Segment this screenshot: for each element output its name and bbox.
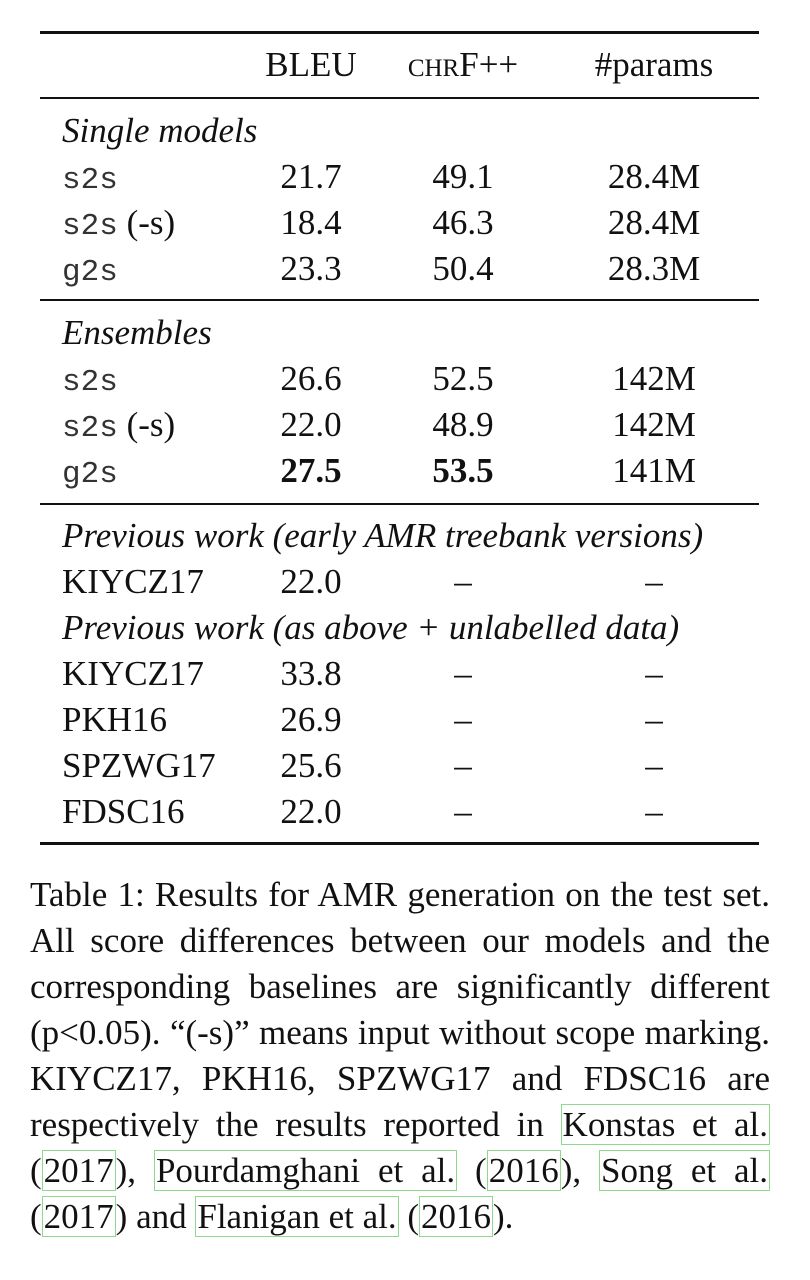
- row-bleu: 22.0: [280, 562, 342, 601]
- caption-text: Table 1: Results for AMR generation on the test set. All score differences between our models and the corresponding baselines are significantly different (p<0.05). “(-s)” means input without scope marking. KIYCZ17, PKH16, SPZWG17 and FDSC16 are respectively the results reported in: [30, 875, 770, 1144]
- row-params: 142M: [612, 405, 696, 444]
- citation-link[interactable]: Konstas et al.: [562, 1105, 768, 1144]
- row-chrf: –: [454, 792, 472, 831]
- caption-and: and: [127, 1197, 196, 1236]
- row-model: s2s (-s): [62, 405, 176, 446]
- row-bleu: 22.0: [280, 405, 342, 444]
- row-chrf: –: [454, 746, 472, 785]
- row-chrf: –: [454, 562, 472, 601]
- row-chrf: 48.9: [432, 405, 494, 444]
- header-rule: [40, 97, 759, 99]
- row-bleu: 33.8: [280, 654, 342, 693]
- section-title-single: Single models: [62, 111, 258, 150]
- citation-year-link[interactable]: 2016: [488, 1151, 559, 1190]
- header-params: #params: [594, 45, 714, 84]
- row-model: s2s (-s): [62, 203, 176, 244]
- row-chrf: –: [454, 654, 472, 693]
- row-params: 28.4M: [607, 203, 701, 242]
- row-params: 28.3M: [607, 249, 701, 288]
- row-chrf: –: [454, 700, 472, 739]
- row-model: KIYCZ17: [62, 654, 204, 693]
- row-chrf: 50.4: [432, 249, 494, 288]
- row-chrf-best: 53.5: [432, 451, 494, 490]
- row-params: 28.4M: [607, 157, 701, 196]
- citation-link[interactable]: Song et al.: [600, 1151, 768, 1190]
- citation-year-link[interactable]: 2017: [43, 1151, 114, 1190]
- row-params: –: [645, 562, 663, 601]
- row-model: g2s: [62, 255, 118, 290]
- row-params: –: [645, 792, 663, 831]
- row-bleu: 26.6: [280, 359, 342, 398]
- section-title-prev-unlabelled: Previous work (as above + unlabelled data): [62, 608, 680, 647]
- row-bleu: 25.6: [280, 746, 342, 785]
- row-bleu: 23.3: [280, 249, 342, 288]
- table-caption: Table 1: Results for AMR generation on the test set. All score differences between our models and the corresponding baselines are significantly different (p<0.05). “(-s)” means input without scope marking. KIYCZ17, PKH16, SPZWG17 and FDSC16 are respectively the results reported in Konstas et al. (2017), Pourdamghani et al. (2016), Song et al. (2017) and Flanigan et al. (2016).: [30, 875, 770, 1236]
- citation-year-link[interactable]: 2017: [43, 1197, 114, 1236]
- row-model: s2s: [62, 163, 118, 198]
- header-bleu: BLEU: [265, 45, 357, 84]
- row-model: g2s: [62, 457, 118, 492]
- row-chrf: 52.5: [432, 359, 494, 398]
- row-params: 141M: [612, 451, 696, 490]
- section-rule-1: [40, 299, 759, 301]
- row-params: –: [645, 700, 663, 739]
- row-bleu: 26.9: [280, 700, 342, 739]
- table-top-rule: [40, 31, 759, 34]
- row-bleu: 22.0: [280, 792, 342, 831]
- table-bottom-rule: [40, 842, 759, 845]
- row-params: –: [645, 746, 663, 785]
- citation-link[interactable]: Pourdamghani et al.: [155, 1151, 456, 1190]
- row-chrf: 46.3: [432, 203, 494, 242]
- citation-link[interactable]: Flanigan et al.: [197, 1197, 397, 1236]
- row-model: FDSC16: [62, 792, 185, 831]
- row-bleu: 21.7: [280, 157, 342, 196]
- row-model: PKH16: [62, 700, 168, 739]
- section-title-ensembles: Ensembles: [62, 313, 212, 352]
- row-params: –: [645, 654, 663, 693]
- row-model: s2s: [62, 365, 118, 400]
- header-chrf: chrF++: [407, 45, 519, 84]
- row-model: KIYCZ17: [62, 562, 204, 601]
- row-chrf: 49.1: [432, 157, 494, 196]
- citation-year-link[interactable]: 2016: [421, 1197, 492, 1236]
- row-bleu-best: 27.5: [280, 451, 342, 490]
- row-params: 142M: [612, 359, 696, 398]
- section-title-prev-early: Previous work (early AMR treebank versions): [62, 516, 704, 555]
- row-bleu: 18.4: [280, 203, 342, 242]
- row-model: SPZWG17: [62, 746, 216, 785]
- section-rule-2: [40, 503, 759, 505]
